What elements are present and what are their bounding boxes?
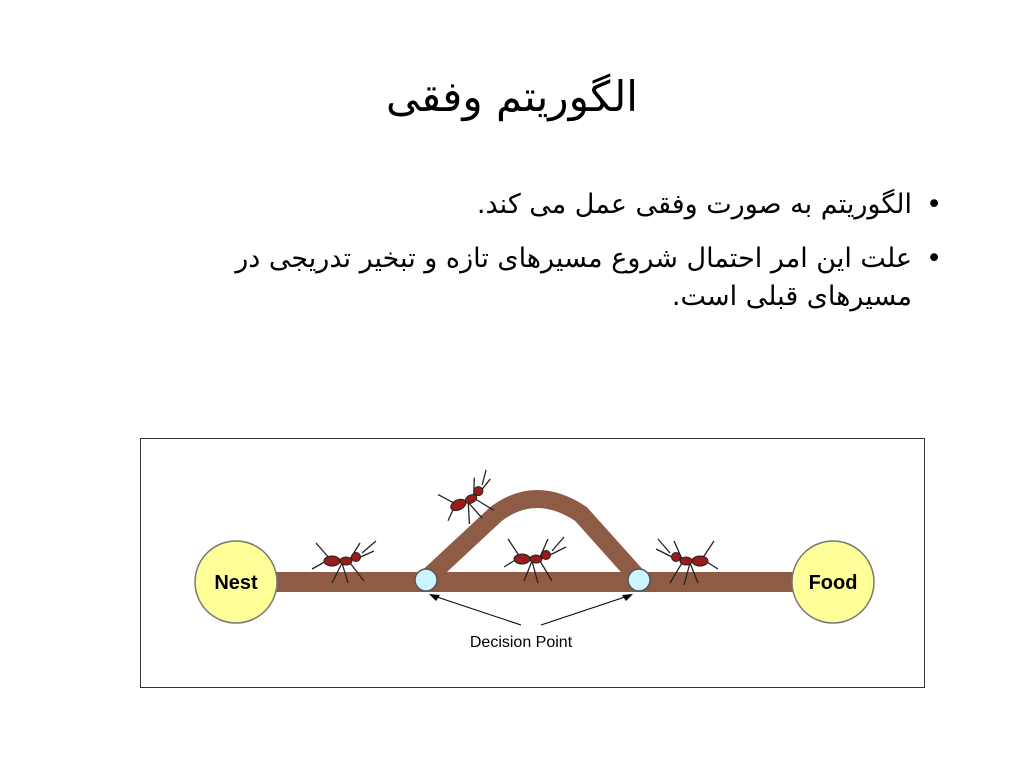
diagram-canvas (141, 439, 924, 687)
bullet-text: الگوریتم به صورت وفقی عمل می کند. (476, 189, 912, 220)
food-label: Food (808, 572, 858, 594)
bullet-item (122, 240, 942, 316)
decision-point-label: Decision Point (469, 634, 573, 651)
nest-label: Nest (214, 572, 258, 594)
nest-node (195, 541, 277, 623)
slide-title: الگوریتم وفقی (386, 72, 638, 121)
bullet-marker: • (926, 189, 942, 220)
decision-point-right (628, 569, 650, 591)
bullet-text: علت این امر احتمال شروع مسیرهای تازه و تبخیر تدریجی در مسیرهای قبلی است. (235, 243, 912, 312)
bullet-marker: • (926, 243, 942, 274)
decision-point-left (415, 569, 437, 591)
bullet-list (122, 186, 942, 332)
ant-path-diagram (140, 438, 925, 688)
arched-path (424, 499, 641, 581)
decision-pointers (429, 594, 633, 625)
food-node (792, 541, 874, 623)
bullet-item (122, 186, 942, 224)
